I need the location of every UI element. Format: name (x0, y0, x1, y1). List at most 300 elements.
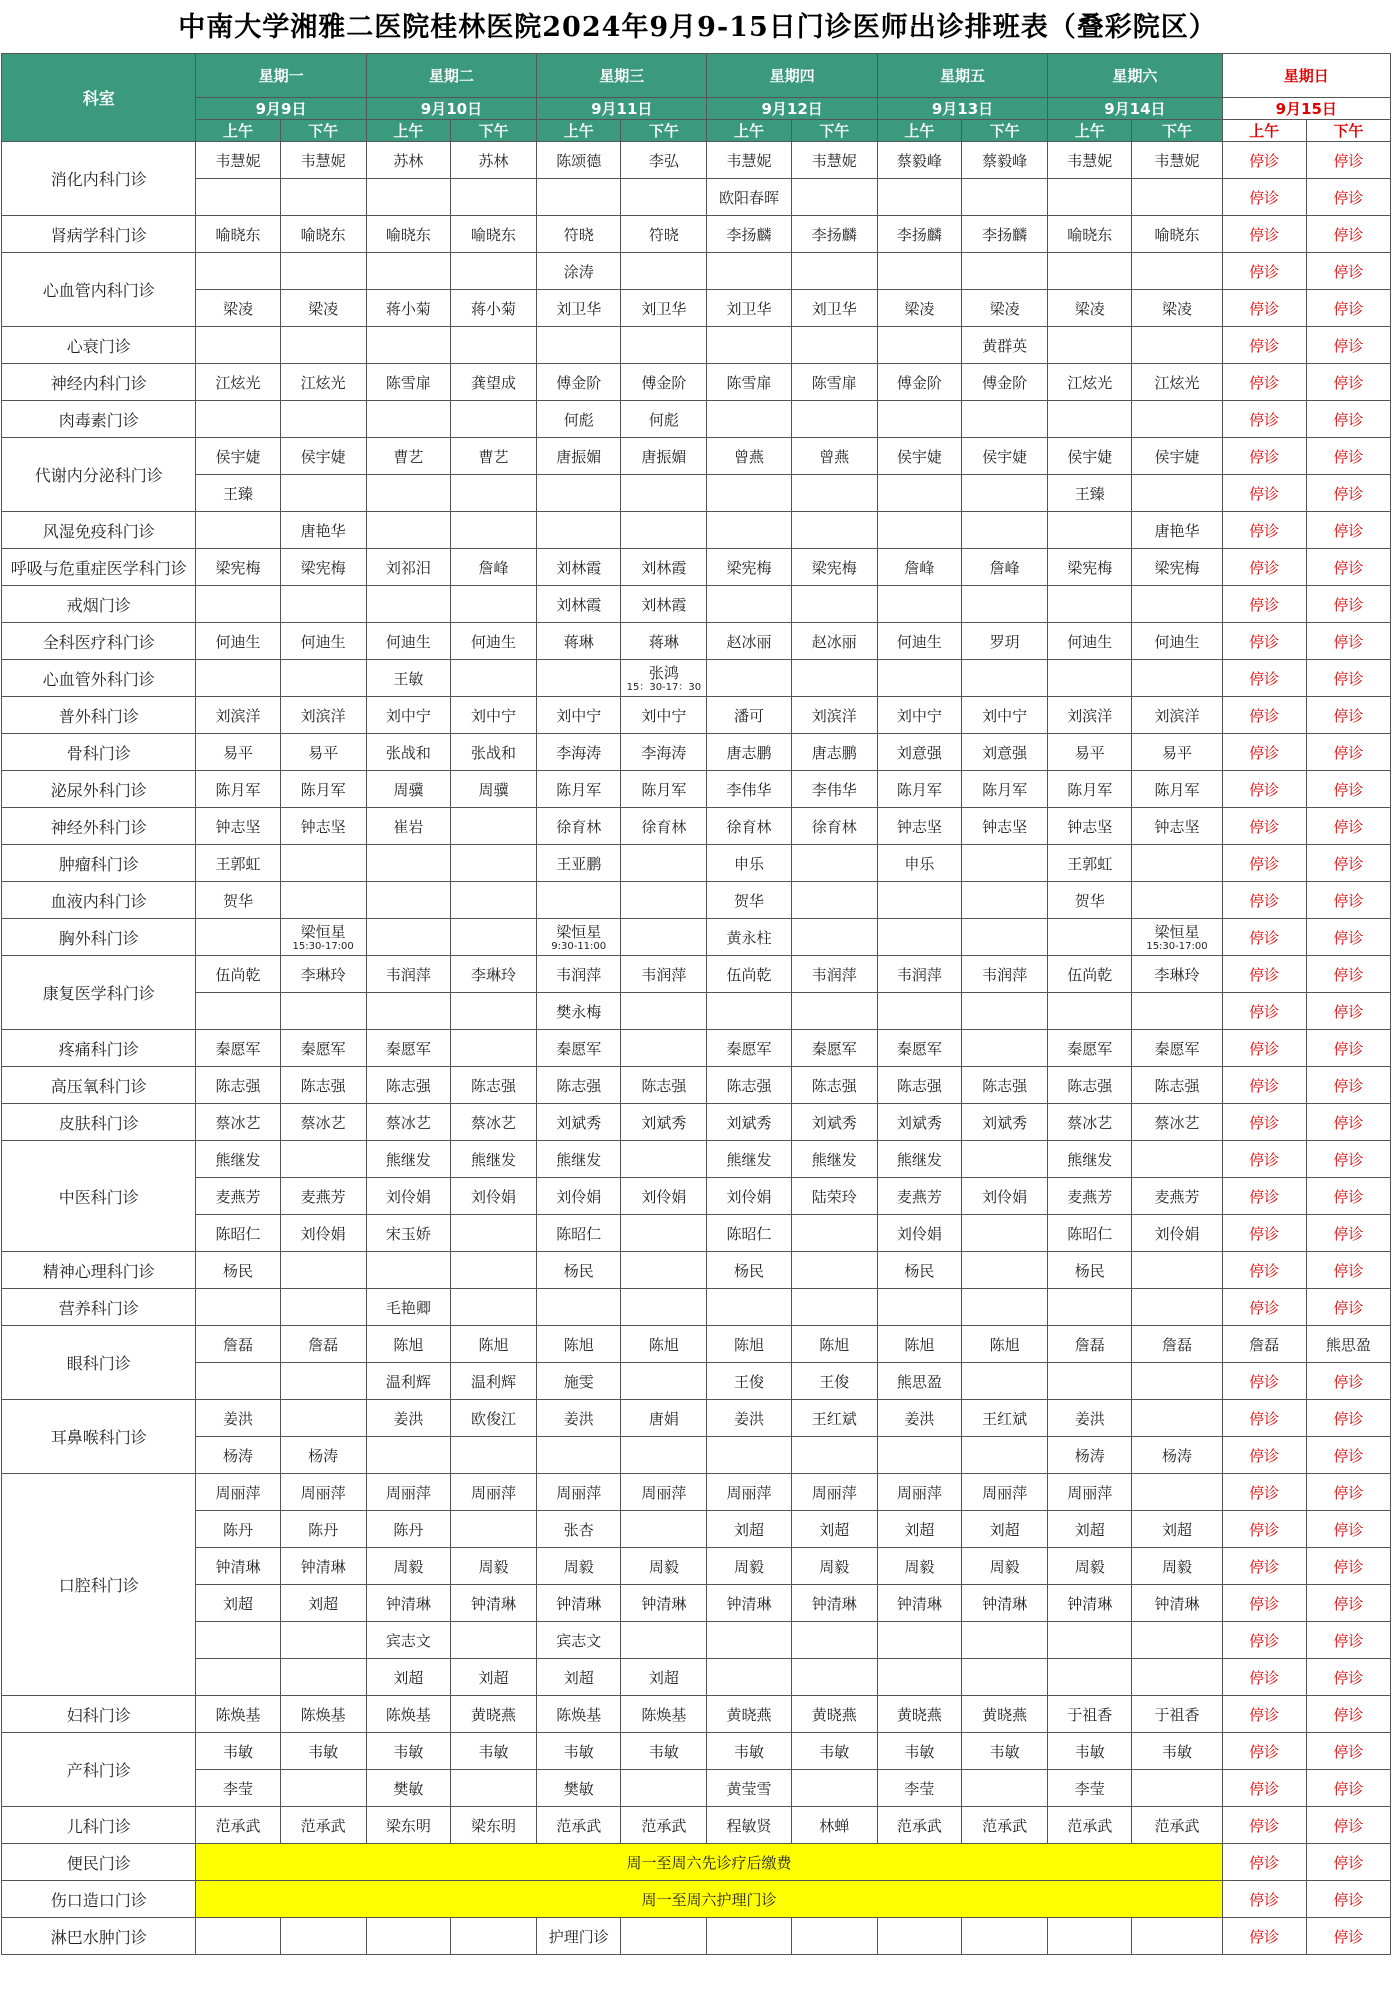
schedule-cell: 秦愿军 (707, 1030, 791, 1067)
schedule-cell: 刘林霞 (621, 549, 707, 586)
schedule-cell: 停诊 (1306, 1807, 1390, 1844)
afternoon-header: 下午 (450, 120, 536, 142)
schedule-cell (621, 1363, 707, 1400)
schedule-cell (791, 1918, 877, 1955)
schedule-cell (366, 845, 450, 882)
schedule-cell (621, 882, 707, 919)
table-row (2, 993, 1391, 1030)
schedule-cell: 陈雪扉 (791, 364, 877, 401)
schedule-cell: 陈志强 (280, 1067, 366, 1104)
schedule-cell (1132, 179, 1222, 216)
schedule-cell (877, 1659, 961, 1696)
schedule-cell: 周丽萍 (280, 1474, 366, 1511)
schedule-cell (621, 660, 707, 697)
schedule-cell: 钟清琳 (962, 1585, 1048, 1622)
schedule-cell: 停诊 (1222, 1141, 1306, 1178)
department-header: 科室 (2, 54, 196, 142)
schedule-cell: 梁凌 (280, 290, 366, 327)
morning-header: 上午 (707, 120, 791, 142)
schedule-cell (621, 1918, 707, 1955)
schedule-cell: 刘伶娟 (1132, 1215, 1222, 1252)
schedule-cell (450, 1622, 536, 1659)
schedule-cell: 蒋琳 (537, 623, 621, 660)
schedule-cell: 陈丹 (196, 1511, 280, 1548)
schedule-cell: 停诊 (1306, 1622, 1390, 1659)
schedule-cell: 停诊 (1222, 1881, 1306, 1918)
morning-header: 上午 (1048, 120, 1132, 142)
schedule-cell (621, 179, 707, 216)
schedule-cell: 周丽萍 (1048, 1474, 1132, 1511)
schedule-cell: 贺华 (196, 882, 280, 919)
schedule-cell: 停诊 (1306, 697, 1390, 734)
afternoon-header: 下午 (1132, 120, 1222, 142)
schedule-cell: 熊继发 (450, 1141, 536, 1178)
schedule-cell (537, 475, 621, 512)
schedule-cell: 陈焕基 (280, 1696, 366, 1733)
schedule-cell: 唐艳华 (1132, 512, 1222, 549)
schedule-cell: 秦愿军 (1048, 1030, 1132, 1067)
schedule-cell: 刘中宁 (621, 697, 707, 734)
schedule-cell: 陈志强 (450, 1067, 536, 1104)
table-row (2, 1733, 1391, 1770)
schedule-cell: 停诊 (1306, 1363, 1390, 1400)
schedule-cell (280, 475, 366, 512)
schedule-cell (450, 327, 536, 364)
schedule-cell (1132, 253, 1222, 290)
schedule-cell (280, 586, 366, 623)
department-name: 神经内科门诊 (2, 364, 196, 401)
morning-header: 上午 (1222, 120, 1306, 142)
schedule-cell: 停诊 (1222, 1289, 1306, 1326)
table-row (2, 734, 1391, 771)
schedule-cell: 李扬麟 (962, 216, 1048, 253)
schedule-cell: 杨民 (537, 1252, 621, 1289)
schedule-cell: 陈旭 (621, 1326, 707, 1363)
schedule-cell: 蔡冰艺 (366, 1104, 450, 1141)
schedule-cell (621, 919, 707, 956)
day-date-header: 9月13日 (877, 98, 1047, 120)
table-row (2, 1030, 1391, 1067)
schedule-cell: 周丽萍 (877, 1474, 961, 1511)
schedule-cell: 陈月军 (1048, 771, 1132, 808)
schedule-cell (962, 919, 1048, 956)
department-name: 血液内科门诊 (2, 882, 196, 919)
schedule-cell: 毛艳卿 (366, 1289, 450, 1326)
schedule-cell (196, 919, 280, 956)
doctor-name: 梁恒星 (556, 922, 602, 941)
schedule-cell: 韦慧妮 (280, 142, 366, 179)
schedule-cell: 周毅 (1132, 1548, 1222, 1585)
schedule-cell: 蒋小菊 (366, 290, 450, 327)
schedule-cell: 李琳玲 (280, 956, 366, 993)
day-date-header: 9月12日 (707, 98, 877, 120)
schedule-cell (1132, 1252, 1222, 1289)
department-name: 中医科门诊 (2, 1141, 196, 1252)
schedule-cell: 詹峰 (877, 549, 961, 586)
schedule-cell: 停诊 (1222, 327, 1306, 364)
schedule-cell: 范承武 (537, 1807, 621, 1844)
department-name: 肾病学科门诊 (2, 216, 196, 253)
schedule-cell (877, 586, 961, 623)
schedule-cell: 江炫光 (1132, 364, 1222, 401)
schedule-cell: 贺华 (1048, 882, 1132, 919)
schedule-cell: 梁宪梅 (1132, 549, 1222, 586)
schedule-cell: 停诊 (1306, 549, 1390, 586)
department-name: 心血管内科门诊 (2, 253, 196, 327)
schedule-cell: 陈昭仁 (1048, 1215, 1132, 1252)
schedule-cell: 唐振媚 (537, 438, 621, 475)
schedule-cell (1048, 660, 1132, 697)
table-row (2, 1104, 1391, 1141)
schedule-cell (1048, 1659, 1132, 1696)
schedule-cell: 停诊 (1306, 1141, 1390, 1178)
day-name-header: 星期四 (707, 54, 877, 98)
schedule-cell: 陈月军 (537, 771, 621, 808)
schedule-cell: 苏林 (366, 142, 450, 179)
schedule-cell: 李莹 (877, 1770, 961, 1807)
schedule-cell: 贺华 (707, 882, 791, 919)
schedule-cell: 张杏 (537, 1511, 621, 1548)
schedule-cell: 梁宪梅 (791, 549, 877, 586)
department-name: 高压氧科门诊 (2, 1067, 196, 1104)
schedule-cell: 熊继发 (877, 1141, 961, 1178)
schedule-cell (791, 1659, 877, 1696)
schedule-cell: 詹磊 (280, 1326, 366, 1363)
schedule-cell: 侯宇婕 (280, 438, 366, 475)
schedule-cell: 停诊 (1306, 1511, 1390, 1548)
schedule-cell: 陈志强 (877, 1067, 961, 1104)
schedule-cell: 熊思盈 (1306, 1326, 1390, 1363)
schedule-cell: 周毅 (450, 1548, 536, 1585)
schedule-cell: 姜洪 (1048, 1400, 1132, 1437)
table-row (2, 1252, 1391, 1289)
schedule-cell: 停诊 (1222, 1363, 1306, 1400)
schedule-cell (791, 660, 877, 697)
schedule-cell: 范承武 (1048, 1807, 1132, 1844)
schedule-cell: 停诊 (1306, 956, 1390, 993)
schedule-cell (196, 1659, 280, 1696)
schedule-cell (621, 475, 707, 512)
schedule-cell: 杨民 (877, 1252, 961, 1289)
schedule-cell: 停诊 (1222, 1918, 1306, 1955)
table-row (2, 512, 1391, 549)
schedule-cell: 周丽萍 (537, 1474, 621, 1511)
schedule-cell: 王郭虹 (1048, 845, 1132, 882)
schedule-cell (962, 1289, 1048, 1326)
schedule-cell: 韦敏 (537, 1733, 621, 1770)
schedule-cell: 韦润萍 (791, 956, 877, 993)
schedule-cell (196, 512, 280, 549)
schedule-cell: 刘伶娟 (366, 1178, 450, 1215)
schedule-cell: 王俊 (791, 1363, 877, 1400)
schedule-cell (791, 919, 877, 956)
department-name: 代谢内分泌科门诊 (2, 438, 196, 512)
schedule-cell: 韦敏 (450, 1733, 536, 1770)
schedule-cell (280, 327, 366, 364)
schedule-cell: 何迪生 (1048, 623, 1132, 660)
schedule-cell (621, 1215, 707, 1252)
schedule-cell: 李扬麟 (877, 216, 961, 253)
schedule-cell: 停诊 (1306, 401, 1390, 438)
department-name: 精神心理科门诊 (2, 1252, 196, 1289)
schedule-cell: 钟清琳 (280, 1548, 366, 1585)
schedule-cell: 杨民 (196, 1252, 280, 1289)
schedule-cell: 姜洪 (196, 1400, 280, 1437)
schedule-cell: 停诊 (1306, 364, 1390, 401)
day-date-header: 9月9日 (196, 98, 366, 120)
schedule-cell (280, 1289, 366, 1326)
schedule-cell: 停诊 (1306, 253, 1390, 290)
table-row (2, 1178, 1391, 1215)
schedule-cell: 梁宪梅 (280, 549, 366, 586)
schedule-cell: 陈昭仁 (707, 1215, 791, 1252)
table-row (2, 253, 1391, 290)
schedule-cell (1132, 475, 1222, 512)
schedule-cell (707, 401, 791, 438)
schedule-cell (366, 253, 450, 290)
schedule-cell: 刘中宁 (366, 697, 450, 734)
schedule-cell: 停诊 (1306, 1030, 1390, 1067)
schedule-cell (196, 1622, 280, 1659)
schedule-cell: 停诊 (1222, 512, 1306, 549)
schedule-cell: 钟志坚 (1132, 808, 1222, 845)
schedule-cell: 蔡冰艺 (280, 1104, 366, 1141)
schedule-cell: 刘超 (962, 1511, 1048, 1548)
schedule-cell (962, 475, 1048, 512)
schedule-cell: 李扬麟 (707, 216, 791, 253)
table-row (2, 1918, 1391, 1955)
schedule-cell (1132, 1289, 1222, 1326)
schedule-cell (791, 1215, 877, 1252)
table-row (2, 1067, 1391, 1104)
schedule-cell (791, 327, 877, 364)
schedule-cell: 易平 (1132, 734, 1222, 771)
schedule-cell (877, 1289, 961, 1326)
schedule-cell (877, 1437, 961, 1474)
schedule-cell: 姜洪 (366, 1400, 450, 1437)
schedule-cell: 停诊 (1222, 1067, 1306, 1104)
schedule-cell: 停诊 (1222, 845, 1306, 882)
schedule-cell (1132, 919, 1222, 956)
schedule-cell (621, 1030, 707, 1067)
schedule-cell (196, 660, 280, 697)
schedule-cell: 停诊 (1306, 1733, 1390, 1770)
schedule-cell: 秦愿军 (196, 1030, 280, 1067)
schedule-cell: 麦燕芳 (1048, 1178, 1132, 1215)
schedule-cell: 黄晓燕 (791, 1696, 877, 1733)
schedule-cell (280, 1252, 366, 1289)
schedule-cell: 停诊 (1306, 1770, 1390, 1807)
schedule-cell: 侯宇婕 (1132, 438, 1222, 475)
schedule-cell (962, 586, 1048, 623)
schedule-cell (537, 1289, 621, 1326)
schedule-cell (621, 1289, 707, 1326)
schedule-cell: 刘斌秀 (621, 1104, 707, 1141)
schedule-cell: 停诊 (1306, 1881, 1390, 1918)
schedule-cell: 王敏 (366, 660, 450, 697)
morning-header: 上午 (196, 120, 280, 142)
schedule-cell: 易平 (196, 734, 280, 771)
schedule-cell: 秦愿军 (537, 1030, 621, 1067)
schedule-cell: 陈志强 (366, 1067, 450, 1104)
schedule-cell: 钟清琳 (366, 1585, 450, 1622)
schedule-cell (877, 660, 961, 697)
schedule-cell: 詹磊 (196, 1326, 280, 1363)
schedule-cell: 张战和 (450, 734, 536, 771)
schedule-cell: 陈旭 (537, 1326, 621, 1363)
schedule-cell: 詹磊 (1048, 1326, 1132, 1363)
schedule-cell (791, 475, 877, 512)
schedule-cell: 刘超 (450, 1659, 536, 1696)
schedule-cell: 罗玥 (962, 623, 1048, 660)
schedule-cell (1132, 1474, 1222, 1511)
schedule-cell: 于祖香 (1132, 1696, 1222, 1733)
schedule-cell: 周丽萍 (450, 1474, 536, 1511)
schedule-cell: 停诊 (1306, 1918, 1390, 1955)
schedule-cell (450, 253, 536, 290)
schedule-cell (450, 1511, 536, 1548)
schedule-cell (1048, 512, 1132, 549)
schedule-cell: 刘中宁 (962, 697, 1048, 734)
schedule-cell: 江炫光 (196, 364, 280, 401)
schedule-cell: 停诊 (1222, 660, 1306, 697)
schedule-cell (621, 253, 707, 290)
schedule-cell: 停诊 (1222, 179, 1306, 216)
schedule-cell: 欧俊江 (450, 1400, 536, 1437)
schedule-cell: 王郭虹 (196, 845, 280, 882)
schedule-cell: 刘林霞 (537, 586, 621, 623)
table-row (2, 1437, 1391, 1474)
page-title: 中南大学湘雅二医院桂林医院2024年9月9-15日门诊医师出诊排班表（叠彩院区） (178, 12, 1217, 43)
schedule-cell (621, 1770, 707, 1807)
schedule-cell: 韦敏 (366, 1733, 450, 1770)
schedule-cell: 范承武 (962, 1807, 1048, 1844)
schedule-cell (1132, 1622, 1222, 1659)
schedule-cell (707, 1659, 791, 1696)
schedule-cell (450, 845, 536, 882)
schedule-cell: 王臻 (1048, 475, 1132, 512)
day-name-header: 星期一 (196, 54, 366, 98)
schedule-cell: 停诊 (1222, 1548, 1306, 1585)
schedule-cell (1132, 1659, 1222, 1696)
schedule-cell: 刘超 (366, 1659, 450, 1696)
schedule-cell (877, 327, 961, 364)
schedule-cell: 停诊 (1222, 438, 1306, 475)
schedule-cell: 麦燕芳 (280, 1178, 366, 1215)
schedule-cell: 李弘 (621, 142, 707, 179)
schedule-cell: 傅金阶 (962, 364, 1048, 401)
schedule-cell: 钟志坚 (962, 808, 1048, 845)
schedule-cell: 钟清琳 (196, 1548, 280, 1585)
schedule-cell: 何迪生 (196, 623, 280, 660)
schedule-cell: 陈志强 (621, 1067, 707, 1104)
schedule-cell: 韦慧妮 (196, 142, 280, 179)
schedule-cell: 侯宇婕 (962, 438, 1048, 475)
schedule-cell (707, 586, 791, 623)
schedule-cell (1132, 882, 1222, 919)
schedule-cell: 温利辉 (450, 1363, 536, 1400)
schedule-cell (280, 1918, 366, 1955)
department-name: 心血管外科门诊 (2, 660, 196, 697)
schedule-cell: 熊思盈 (877, 1363, 961, 1400)
schedule-cell (196, 327, 280, 364)
schedule-cell: 李扬麟 (791, 216, 877, 253)
schedule-cell (450, 401, 536, 438)
department-name: 消化内科门诊 (2, 142, 196, 216)
schedule-cell: 停诊 (1306, 475, 1390, 512)
schedule-cell: 梁凌 (1132, 290, 1222, 327)
department-name: 淋巴水肿门诊 (2, 1918, 196, 1955)
schedule-cell: 潘可 (707, 697, 791, 734)
schedule-cell (707, 475, 791, 512)
schedule-cell: 停诊 (1306, 845, 1390, 882)
schedule-cell: 陈月军 (621, 771, 707, 808)
schedule-cell (1048, 993, 1132, 1030)
department-name: 口腔科门诊 (2, 1474, 196, 1696)
schedule-cell (1048, 1918, 1132, 1955)
schedule-cell: 秦愿军 (1132, 1030, 1222, 1067)
table-row (2, 1770, 1391, 1807)
schedule-cell (707, 327, 791, 364)
schedule-cell: 江炫光 (1048, 364, 1132, 401)
schedule-cell (1132, 586, 1222, 623)
schedule-cell (366, 586, 450, 623)
schedule-cell: 梁宪梅 (196, 549, 280, 586)
schedule-cell (196, 586, 280, 623)
schedule-cell: 于祖香 (1048, 1696, 1132, 1733)
schedule-cell: 傅金阶 (877, 364, 961, 401)
schedule-cell (1132, 1918, 1222, 1955)
session-time: 15:30-17:00 (292, 940, 354, 952)
schedule-cell: 周毅 (962, 1548, 1048, 1585)
schedule-cell: 护理门诊 (537, 1918, 621, 1955)
schedule-cell (791, 253, 877, 290)
morning-header: 上午 (537, 120, 621, 142)
schedule-cell: 刘超 (1048, 1511, 1132, 1548)
afternoon-header: 下午 (962, 120, 1048, 142)
schedule-cell: 停诊 (1222, 623, 1306, 660)
schedule-cell (791, 1437, 877, 1474)
schedule-cell: 陈志强 (791, 1067, 877, 1104)
session-time: 9:30-11:00 (551, 940, 607, 952)
schedule-cell: 停诊 (1222, 993, 1306, 1030)
schedule-cell (450, 808, 536, 845)
schedule-cell: 钟志坚 (877, 808, 961, 845)
schedule-cell: 停诊 (1306, 1289, 1390, 1326)
schedule-cell (791, 512, 877, 549)
table-row (2, 1289, 1391, 1326)
schedule-cell: 停诊 (1306, 1437, 1390, 1474)
schedule-cell (962, 401, 1048, 438)
schedule-cell: 周毅 (877, 1548, 961, 1585)
schedule-cell (707, 1918, 791, 1955)
schedule-cell (707, 660, 791, 697)
schedule-cell: 易平 (280, 734, 366, 771)
schedule-cell: 蒋琳 (621, 623, 707, 660)
schedule-cell: 韦润萍 (537, 956, 621, 993)
schedule-cell: 韦敏 (707, 1733, 791, 1770)
schedule-cell: 陈旭 (877, 1326, 961, 1363)
department-name: 全科医疗科门诊 (2, 623, 196, 660)
schedule-cell: 秦愿军 (280, 1030, 366, 1067)
schedule-cell (450, 919, 536, 956)
schedule-cell: 韦润萍 (962, 956, 1048, 993)
schedule-cell: 刘中宁 (537, 697, 621, 734)
afternoon-header: 下午 (621, 120, 707, 142)
schedule-cell: 何迪生 (1132, 623, 1222, 660)
schedule-cell (962, 1622, 1048, 1659)
schedule-cell: 停诊 (1306, 1696, 1390, 1733)
